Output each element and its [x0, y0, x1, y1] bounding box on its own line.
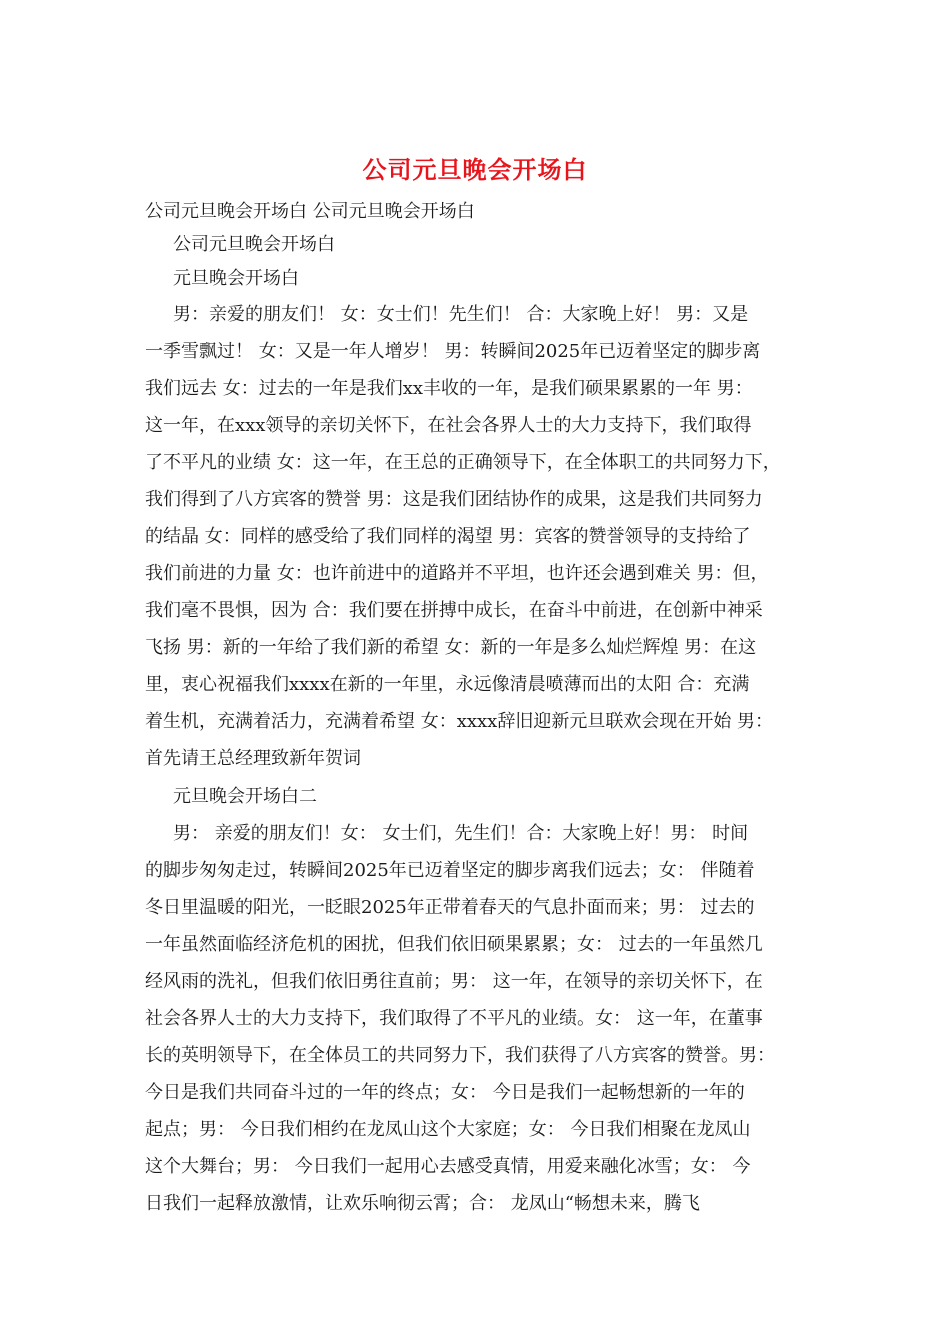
paragraph-line: 男：亲爱的朋友们！ 女：女士们！先生们！ 合：大家晚上好！ 男：又是 — [173, 304, 749, 325]
paragraph-line: 经风雨的洗礼，但我们依旧勇往直前；男： 这一年，在领导的亲切关怀下，在 — [145, 971, 763, 992]
paragraph-line: 的结晶 女：同样的感受给了我们同样的渴望 男：宾客的赞誉领导的支持给了 — [145, 526, 751, 547]
paragraph-line: 今日是我们共同奋斗过的一年的终点；女： 今日是我们一起畅想新的一年的 — [145, 1082, 745, 1103]
paragraph-line: 我们远去 女：过去的一年是我们xx丰收的一年，是我们硕果累累的一年 男： — [145, 378, 753, 399]
section-heading: 元旦晚会开场白 — [173, 268, 299, 289]
paragraph-line: 一年虽然面临经济危机的困扰，但我们依旧硕果累累；女： 过去的一年虽然几 — [145, 934, 763, 955]
document-title: 公司元旦晚会开场白 — [362, 155, 588, 184]
paragraph-line: 男： 亲爱的朋友们！女： 女士们，先生们！合：大家晚上好！男： 时间 — [173, 823, 749, 844]
paragraph-line: 冬日里温暖的阳光，一眨眼2025年正带着春天的气息扑面而来；男： 过去的 — [145, 897, 755, 918]
paragraph-line: 我们得到了八方宾客的赞誉 男：这是我们团结协作的成果，这是我们共同努力 — [145, 489, 763, 510]
paragraph-line: 我们毫不畏惧，因为 合：我们要在拼搏中成长，在奋斗中前进，在创新中神采 — [145, 600, 763, 621]
paragraph-line: 一季雪飘过！ 女：又是一年人增岁！ 男：转瞬间2025年已迈着坚定的脚步离 — [145, 341, 761, 362]
paragraph-line: 了不平凡的业绩 女：这一年，在王总的正确领导下，在全体职工的共同努力下， — [145, 452, 781, 473]
paragraph-line: 日我们一起释放激情，让欢乐响彻云霄；合： 龙凤山“畅想未来，腾飞 — [145, 1193, 700, 1214]
paragraph-line: 飞扬 男：新的一年给了我们新的希望 女：新的一年是多么灿烂辉煌 男：在这 — [145, 637, 757, 658]
paragraph-line: 的脚步匆匆走过，转瞬间2025年已迈着坚定的脚步离我们远去；女： 伴随着 — [145, 860, 755, 881]
paragraph-line: 这个大舞台；男： 今日我们一起用心去感受真情，用爱来融化冰雪；女： 今 — [145, 1156, 751, 1177]
section-heading: 元旦晚会开场白二 — [173, 786, 317, 807]
paragraph-line: 这一年，在xxx领导的亲切关怀下，在社会各界人士的大力支持下，我们取得 — [145, 415, 752, 436]
paragraph-line: 里，衷心祝福我们xxxx在新的一年里，永远像清晨喷薄而出的太阳 合：充满 — [145, 674, 750, 695]
paragraph-line: 着生机，充满着活力，充满着希望 女：xxxx辞旧迎新元旦联欢会现在开始 男： — [145, 711, 774, 732]
section-heading: 公司元旦晚会开场白 — [173, 234, 335, 255]
paragraph-line: 社会各界人士的大力支持下，我们取得了不平凡的业绩。女： 这一年，在董事 — [145, 1008, 763, 1029]
paragraph-line: 长的英明领导下，在全体员工的共同努力下，我们获得了八方宾客的赞誉。男： — [145, 1045, 775, 1066]
paragraph-line: 首先请王总经理致新年贺词 — [145, 748, 361, 769]
paragraph-line: 我们前进的力量 女：也许前进中的道路并不平坦，也许还会遇到难关 男：但， — [145, 563, 769, 584]
paragraph-line: 起点；男： 今日我们相约在龙凤山这个大家庭；女： 今日我们相聚在龙凤山 — [145, 1119, 751, 1140]
text-line: 公司元旦晚会开场白 公司元旦晚会开场白 — [145, 201, 475, 222]
